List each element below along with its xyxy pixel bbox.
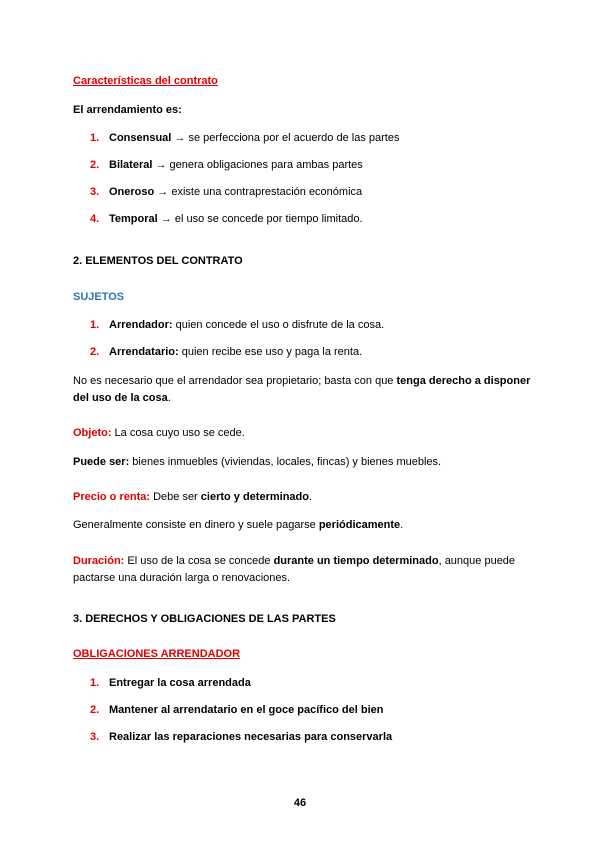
list-text: se perfecciona por el acuerdo de las partes xyxy=(188,132,400,144)
list-number: 1. xyxy=(90,319,100,331)
list-number: 4. xyxy=(90,213,100,225)
list-text: Entregar la cosa arrendada xyxy=(109,677,251,689)
precio-label: Precio o renta: xyxy=(73,491,151,503)
puede-ser-text: bienes inmuebles (viviendas, locales, fincas) y bienes muebles. xyxy=(129,456,442,468)
caracteristicas-title: Características del contrato xyxy=(73,75,218,87)
propietario-note xyxy=(73,373,533,407)
duracion-paragraph xyxy=(73,553,533,587)
list-number: 3. xyxy=(90,731,100,743)
obligaciones-title: OBLIGACIONES ARRENDADOR xyxy=(73,648,241,660)
objeto-label: Objeto: xyxy=(73,427,112,439)
sujetos-title: SUJETOS xyxy=(73,291,125,303)
list-item xyxy=(90,318,384,332)
arrow-icon: → xyxy=(171,132,189,144)
list-text: el uso se concede por tiempo limitado. xyxy=(174,213,363,225)
precio-emphasis: cierto y determinado xyxy=(200,491,309,503)
list-number: 2. xyxy=(90,159,100,171)
note-text: No es necesario que el arrendador sea propietario; basta con que xyxy=(73,375,397,387)
page-number: 46 xyxy=(293,797,307,809)
note-emphasis: tenga derecho a disponer del uso de la cosa xyxy=(73,375,531,404)
duracion-end: , aunque puede pactarse una duración larga o renovaciones. xyxy=(73,555,516,584)
list-term: Temporal xyxy=(109,213,158,225)
list-term: Bilateral xyxy=(109,159,153,171)
list-text: quien concede el uso o disfrute de la cosa. xyxy=(172,319,385,331)
list-number: 2. xyxy=(90,704,100,716)
list-term: Consensual xyxy=(109,132,172,144)
list-number: 3. xyxy=(90,186,100,198)
list-term: Arrendatario: xyxy=(109,346,179,358)
generalmente-end: . xyxy=(400,519,404,531)
list-item xyxy=(90,730,392,744)
list-item xyxy=(90,703,383,717)
puede-ser-label: Puede ser: xyxy=(73,456,130,468)
generalmente-emphasis: periódicamente xyxy=(318,519,401,531)
list-item xyxy=(90,185,362,199)
elementos-heading: 2. ELEMENTOS DEL CONTRATO xyxy=(73,255,243,267)
puede-ser-line xyxy=(73,455,441,469)
list-number: 2. xyxy=(90,346,100,358)
note-end: . xyxy=(167,392,171,404)
list-number: 1. xyxy=(90,132,100,144)
generalmente-text: Generalmente consiste en dinero y suele pagarse xyxy=(73,519,319,531)
list-text: Realizar las reparaciones necesarias para conservarla xyxy=(109,731,393,743)
precio-line xyxy=(73,490,312,504)
list-text: genera obligaciones para ambas partes xyxy=(169,159,363,171)
derechos-heading: 3. DERECHOS Y OBLIGACIONES DE LAS PARTES xyxy=(73,613,336,625)
arrow-icon: → xyxy=(154,186,172,198)
list-term: Arrendador: xyxy=(109,319,173,331)
objeto-line xyxy=(73,426,245,440)
caracteristicas-intro: El arrendamiento es: xyxy=(73,104,182,116)
objeto-text: La cosa cuyo uso se cede. xyxy=(111,427,245,439)
generalmente-line xyxy=(73,518,403,532)
arrow-icon: → xyxy=(152,159,170,171)
list-item xyxy=(90,212,363,226)
list-text: quien recibe ese uso y paga la renta. xyxy=(178,346,363,358)
list-term: Oneroso xyxy=(109,186,155,198)
list-text: Mantener al arrendatario en el goce pacífico del bien xyxy=(109,704,384,716)
precio-end: . xyxy=(308,491,313,503)
duracion-label: Duración: xyxy=(73,555,125,567)
arrow-icon: → xyxy=(157,213,175,225)
list-item xyxy=(90,676,251,690)
duracion-text: El uso de la cosa se concede xyxy=(124,555,274,567)
list-item xyxy=(90,345,362,359)
duracion-emphasis: durante un tiempo determinado xyxy=(273,555,439,567)
precio-text: Debe ser xyxy=(150,491,201,503)
list-text: existe una contraprestación económica xyxy=(171,186,363,198)
list-number: 1. xyxy=(90,677,100,689)
list-item xyxy=(90,158,363,172)
list-item xyxy=(90,131,399,145)
